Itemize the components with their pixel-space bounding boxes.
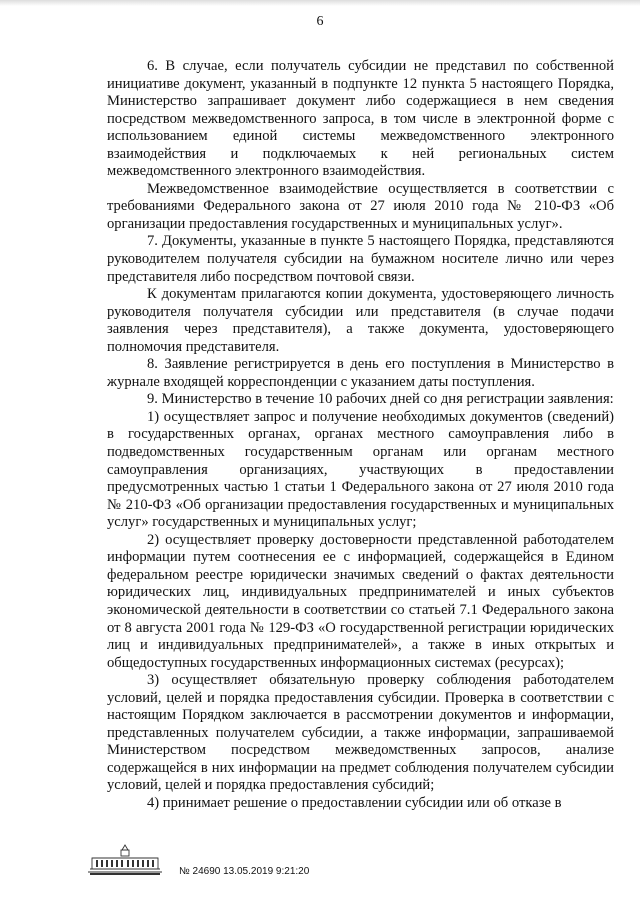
registration-stamp: № 24690 13.05.2019 9:21:20 xyxy=(179,866,310,877)
document-footer xyxy=(86,842,346,882)
paragraph: 9. Министерство в течение 10 рабочих дней со дня регистрации заявления: xyxy=(147,391,614,408)
paragraph: 2) осуществляет проверку достоверности представленной работодателем информации путем соотнесения ее с информацией, содержащейся в Едином федеральном реестре юридически значимых сведений о фактах деятельности юридических лиц, индивидуальных предпринимателей и иных субъектов экономической деятельности в соответствии со статьей 7.1 Федерального закона от 8 августа 2001 года № 129-ФЗ «О государственной регистрации юридических лиц и индивидуальных предпринимателей», а также в иных открытых и общедоступных государственных информационных системах (ресурсах); xyxy=(107,531,614,671)
document-body xyxy=(107,58,614,813)
scan-edge xyxy=(0,0,640,6)
paragraph: К документам прилагаются копии документа, удостоверяющего личность руководителя получателя субсидии или представителя (в случае подачи заявления через представителя), а также документа, удостоверяющего полномочия представителя. xyxy=(107,286,614,355)
paragraph: 1) осуществляет запрос и получение необходимых документов (сведений) в государственных органах, органах местного самоуправления либо в подведомственных государственным органам или органам местного самоуправления организациях, участвующих в предоставлении предусмотренных частью 1 статьи 1 Федерального закона от 27 июля 2010 года № 210-ФЗ «Об организации предоставления государственных и муниципальных услуг» государственных и муниципальных услуг; xyxy=(107,408,614,531)
paragraph: 8. Заявление регистрируется в день его поступления в Министерство в журнале входящей корреспонденции с указанием даты поступления. xyxy=(107,356,614,390)
paragraph: 3) осуществляет обязательную проверку соблюдения работодателем условий, целей и порядка предоставления субсидии. Проверка в соответствии с настоящим Порядком заключается в рассмотрении документов и информации, представленных получателем субсидии, а также информации, запрашиваемой Министерством посредством межведомственных запросов, анализе содержащейся в них информации на предмет соблюдения получателем субсидии условий, целей и порядка предоставления субсидий; xyxy=(107,672,614,794)
building-emblem-icon xyxy=(86,842,164,876)
paragraph: 6. В случае, если получатель субсидии не представил по собственной инициативе документ, указанный в подпункте 12 пункта 5 настоящего Порядка, Министерство запрашивает документ либо содержащиеся в нем сведения посредством межведомственного запроса, в том числе в электронной форме с использованием единой системы межведомственного электронного взаимодействия и подключаемых к ней региональных систем межведомственного электронного взаимодействия. xyxy=(107,58,614,180)
paragraph: 4) принимает решение о предоставлении субсидии или об отказе в xyxy=(147,794,562,811)
paragraph: 7. Документы, указанные в пункте 5 настоящего Порядка, представляются руководителем получателя субсидии на бумажном носителе лично или через представителя либо посредством почтовой связи. xyxy=(107,233,614,285)
page-number: 6 xyxy=(316,14,324,29)
paragraph: Межведомственное взаимодействие осуществляется в соответствии с требованиями Федерального закона от 27 июля 2010 года № 210-ФЗ «Об организации предоставления государственных и муниципальных услуг». xyxy=(107,180,614,232)
